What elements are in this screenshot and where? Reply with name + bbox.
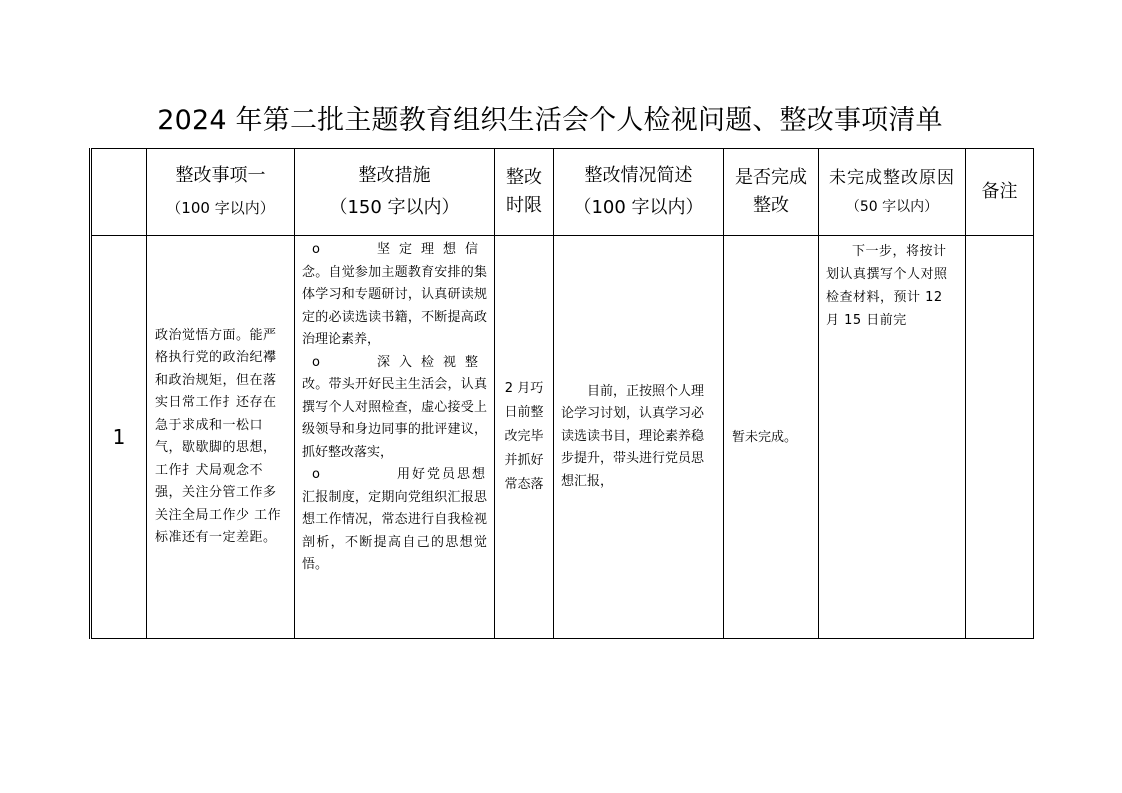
measure-3-title: 用好党员思想 [396, 467, 487, 482]
table-header-row [91, 149, 1034, 236]
table-row [91, 236, 1034, 639]
issue-cell [147, 236, 295, 639]
status-cell [554, 236, 724, 639]
reason-cell [819, 236, 966, 639]
header-status-label: 整改情况简述 [584, 165, 693, 186]
measure-1-text: 念。自觉参加主题教育安排的集体学习和专题研讨，认真研读规定的必读选读书籍，不断提高政治理论素养， [302, 264, 487, 347]
measure-2-title: 深入检视整 [376, 354, 487, 370]
bullet-icon: o [312, 354, 320, 370]
deadline-text: 2 月巧日前整改完毕并抓好常态落 [504, 381, 544, 492]
header-status-limit: （100 字以内） [573, 197, 704, 218]
status-text: 目前，正按照个人理论学习讨划，认真学习必读选读书目，理论素养稳步提升，带头进行党员思想汇报， [561, 383, 705, 489]
header-remark-cell [966, 149, 1034, 236]
header-remark-label: 备注 [981, 181, 1018, 202]
reason-text: 下一步，将按计划认真撰写个人对照检查材料，预计 12 月 15 日前完 [826, 244, 948, 328]
header-measures-limit: （150 字以内） [329, 197, 460, 218]
header-issue-limit: （100 字以内） [166, 199, 275, 217]
completed-text: 暂未完成。 [732, 429, 798, 445]
header-measures-label: 整改措施 [358, 165, 431, 186]
header-reason-limit: （50 字以内） [845, 199, 939, 215]
header-completed-cell [724, 149, 819, 236]
header-reason-label: 未完成整改原因 [829, 168, 955, 188]
rectification-table [89, 148, 1034, 639]
bullet-icon: o [312, 467, 320, 482]
deadline-cell [495, 236, 554, 639]
header-deadline-line1: 整改 [506, 167, 542, 188]
bullet-icon: o [312, 242, 320, 257]
header-deadline-cell [495, 149, 554, 236]
header-deadline-line2: 时限 [506, 195, 542, 216]
completed-cell [724, 236, 819, 639]
header-measures-cell [295, 149, 495, 236]
header-completed-line1: 是否完成 [735, 167, 807, 188]
header-completed-line2: 整改 [753, 195, 789, 216]
header-status-cell [554, 149, 724, 236]
row-number: 1 [91, 236, 147, 639]
issue-text: 政治觉悟方面。能严格执行党的政治纪襻和政治规矩，但在落实日常工作扌还存在急于求成和一松口气，歇歇脚的思想，工作扌犬局观念不强，关注分管工作多 关注全局工作少 工作标准还有一定差距。 [155, 327, 282, 545]
header-reason-cell [819, 149, 966, 236]
measure-2-text: 改。带头开好民主生活会，认真撰写个人对照检查，虚心接受上级领导和身边同事的批评建议，抓好整改落实， [302, 377, 487, 460]
remark-cell [966, 236, 1034, 639]
measures-cell [295, 236, 495, 639]
page-title: 2024 年第二批主题教育组织生活会个人检视问题、整改事项清单 [157, 105, 943, 136]
header-number-cell [91, 149, 147, 236]
header-issue-cell [147, 149, 295, 236]
header-issue-label: 整改事项一 [175, 165, 266, 186]
measure-3-text: 汇报制度，定期向党组织汇报思想工作情况，常态进行自我检视剖析，不断提高自己的思想觉悟。 [302, 489, 487, 572]
measure-1-title: 坚定理想信 [376, 242, 487, 257]
